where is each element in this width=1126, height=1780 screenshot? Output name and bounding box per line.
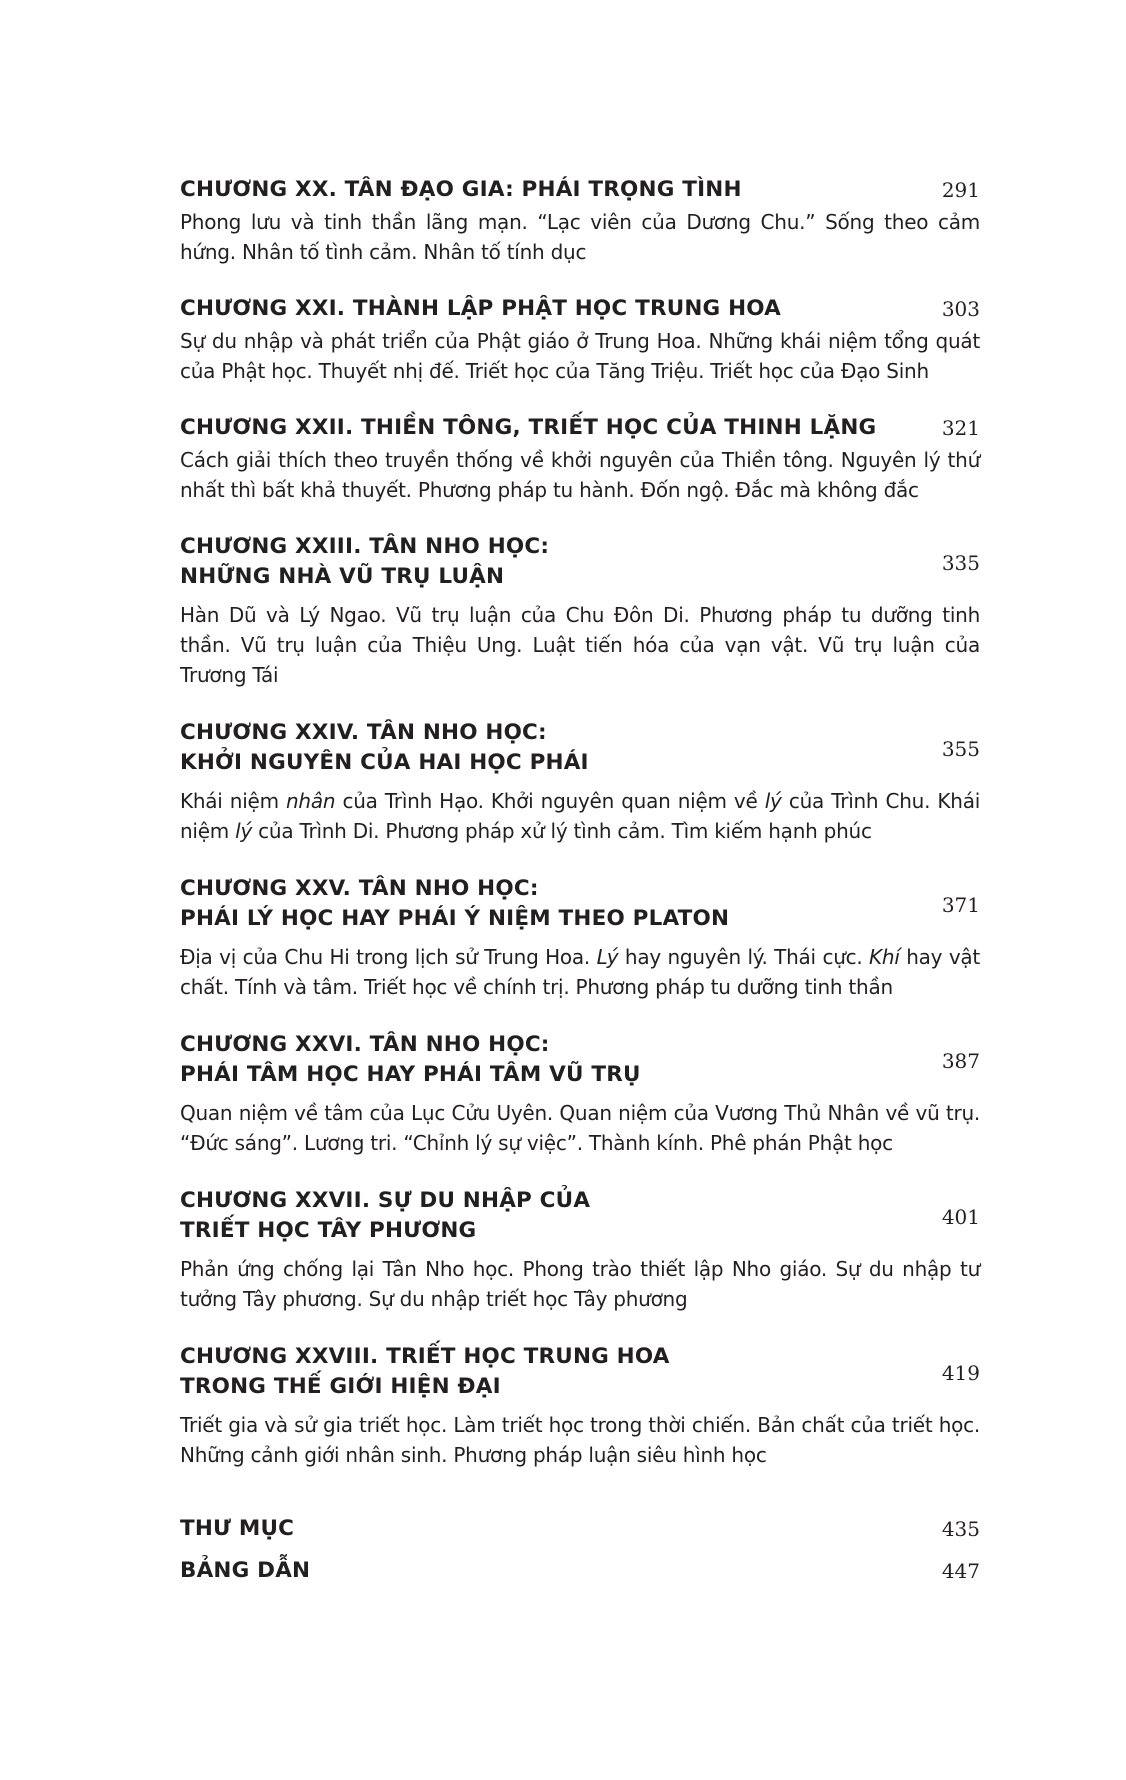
toc-entry-heading <box>180 532 980 592</box>
toc-entry-heading <box>180 718 980 778</box>
summary-text: của Trình Di. Phương pháp xử lý tình cảm. Tìm kiếm hạnh phúc <box>252 819 872 843</box>
page-number: 371 <box>941 893 980 917</box>
toc-entry-chapter-22[interactable] <box>180 413 980 505</box>
chapter-title-line-2: TRONG THẾ GIỚI HIỆN ĐẠI <box>180 1374 501 1399</box>
chapter-title-line-2: PHÁI LÝ HỌC HAY PHÁI Ý NIỆM THEO PLATON <box>180 906 730 931</box>
toc-entry-chapter-20[interactable] <box>180 175 980 267</box>
chapter-summary <box>180 786 980 846</box>
summary-text: hay nguyên lý. Thái cực. <box>618 945 870 969</box>
toc-entry-chapter-26[interactable] <box>180 1030 980 1158</box>
toc-entry-chapter-24[interactable] <box>180 718 980 846</box>
chapter-title-line-1: CHƯƠNG XXVI. TÂN NHO HỌC: <box>180 1032 550 1057</box>
chapter-title-line-2: KHỞI NGUYÊN CỦA HAI HỌC PHÁI <box>180 750 589 775</box>
chapter-title: CHƯƠNG XXI. THÀNH LẬP PHẬT HỌC TRUNG HOA <box>180 296 782 321</box>
summary-italic-term: nhân <box>286 789 336 813</box>
toc-entry-chapter-27[interactable] <box>180 1186 980 1314</box>
toc-entry-heading <box>180 294 980 324</box>
chapter-title: CHƯƠNG XX. TÂN ĐẠO GIA: PHÁI TRỌNG TÌNH <box>180 177 742 202</box>
chapter-summary: Quan niệm về tâm của Lục Cửu Uyên. Quan niệm của Vương Thủ Nhân về vũ trụ. “Đức sáng”. Lương tri. “Chỉnh lý sự việc”. Thành kính. Phê phán Phật học <box>180 1101 980 1155</box>
chapter-title-line-2: NHỮNG NHÀ VŨ TRỤ LUẬN <box>180 564 505 589</box>
toc-entry-index[interactable] <box>180 1556 980 1598</box>
toc-entry-heading <box>180 175 980 205</box>
toc-entry-bibliography[interactable] <box>180 1514 980 1556</box>
section-title: THƯ MỤC <box>180 1516 295 1541</box>
summary-italic-term: lý <box>764 789 782 813</box>
page-number: 387 <box>941 1049 980 1073</box>
summary-italic-term: Khí <box>869 945 900 969</box>
chapter-summary: Phản ứng chống lại Tân Nho học. Phong trào thiết lập Nho giáo. Sự du nhập tư tưởng Tây phương. Sự du nhập triết học Tây phương <box>180 1257 980 1311</box>
toc-entry-chapter-25[interactable] <box>180 874 980 1002</box>
chapter-summary: Hàn Dũ và Lý Ngao. Vũ trụ luận của Chu Đôn Di. Phương pháp tu dưỡng tinh thần. Vũ trụ luận của Thiệu Ung. Luật tiến hóa của vạn vật. Vũ trụ luận của Trương Tái <box>180 603 980 687</box>
page-number: 303 <box>941 297 980 321</box>
chapter-summary: Cách giải thích theo truyền thống về khởi nguyên của Thiền tông. Nguyên lý thứ nhất thì bất khả thuyết. Phương pháp tu hành. Đốn ngộ. Đắc mà không đắc <box>180 448 980 502</box>
page-number: 321 <box>941 416 980 440</box>
toc-entry-heading <box>180 1342 980 1402</box>
summary-italic-term: Lý <box>596 945 619 969</box>
page-number: 435 <box>941 1517 980 1541</box>
summary-text: của Trình Chu. Khái niệm <box>180 789 981 843</box>
summary-text: Khái niệm <box>180 789 286 813</box>
table-of-contents <box>180 175 980 1498</box>
page-number: 355 <box>941 737 980 761</box>
page-number: 419 <box>941 1361 980 1385</box>
chapter-title-line-1: CHƯƠNG XXVIII. TRIẾT HỌC TRUNG HOA <box>180 1344 670 1369</box>
chapter-title-line-1: CHƯƠNG XXIII. TÂN NHO HỌC: <box>180 534 550 559</box>
chapter-title-line-2: TRIẾT HỌC TÂY PHƯƠNG <box>180 1218 477 1243</box>
summary-text: hay vật chất. Tính và tâm. Triết học về chính trị. Phương pháp tu dưỡng tinh thần <box>180 945 981 999</box>
page-number: 335 <box>941 551 980 575</box>
toc-entry-chapter-23[interactable] <box>180 532 980 690</box>
chapter-summary <box>180 942 980 1002</box>
section-title: BẢNG DẪN <box>180 1558 311 1583</box>
back-matter <box>180 1514 980 1598</box>
chapter-title-line-1: CHƯƠNG XXVII. SỰ DU NHẬP CỦA <box>180 1188 591 1213</box>
toc-entry-chapter-21[interactable] <box>180 294 980 386</box>
page-number: 447 <box>941 1559 980 1583</box>
summary-text: Địa vị của Chu Hi trong lịch sử Trung Hoa. <box>180 945 597 969</box>
summary-italic-term: lý <box>235 819 253 843</box>
chapter-title-line-2: PHÁI TÂM HỌC HAY PHÁI TÂM VŨ TRỤ <box>180 1062 641 1087</box>
page-number: 401 <box>941 1205 980 1229</box>
toc-entry-heading <box>180 413 980 443</box>
chapter-summary: Sự du nhập và phát triển của Phật giáo ở Trung Hoa. Những khái niệm tổng quát của Phật học. Thuyết nhị đế. Triết học của Tăng Triệu. Triết học của Đạo Sinh <box>180 329 980 383</box>
chapter-title-line-1: CHƯƠNG XXIV. TÂN NHO HỌC: <box>180 720 547 745</box>
toc-entry-chapter-28[interactable] <box>180 1342 980 1470</box>
chapter-summary: Triết gia và sử gia triết học. Làm triết học trong thời chiến. Bản chất của triết học. Những cảnh giới nhân sinh. Phương pháp luận siêu hình học <box>180 1413 980 1467</box>
chapter-title-line-1: CHƯƠNG XXV. TÂN NHO HỌC: <box>180 876 539 901</box>
page-number: 291 <box>941 178 980 202</box>
chapter-summary: Phong lưu và tinh thần lãng mạn. “Lạc viên của Dương Chu.” Sống theo cảm hứng. Nhân tố tình cảm. Nhân tố tính dục <box>180 210 980 264</box>
chapter-title: CHƯƠNG XXII. THIỀN TÔNG, TRIẾT HỌC CỦA THINH LẶNG <box>180 415 877 440</box>
toc-entry-heading <box>180 874 980 934</box>
summary-text: của Trình Hạo. Khởi nguyên quan niệm về <box>335 789 765 813</box>
toc-entry-heading <box>180 1186 980 1246</box>
toc-entry-heading <box>180 1030 980 1090</box>
